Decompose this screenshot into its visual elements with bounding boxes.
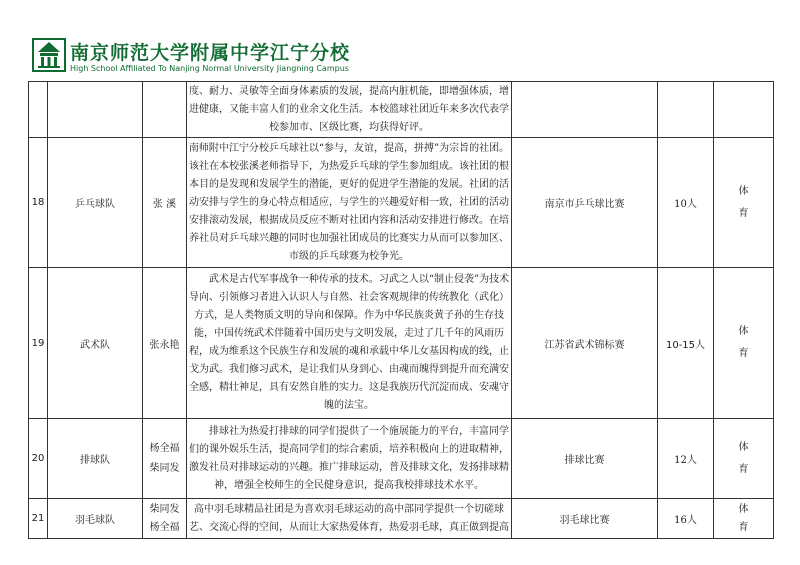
teacher-name <box>143 82 187 138</box>
table-row <box>29 419 774 499</box>
member-count: 16人 <box>658 499 714 539</box>
club-name: 排球队 <box>48 419 143 499</box>
school-name-en: High School Affiliated To Nanjing Normal University Jiangning Campus <box>70 64 349 73</box>
member-count <box>658 82 714 138</box>
school-emblem-icon <box>32 38 66 72</box>
club-name <box>48 82 143 138</box>
competition: 南京市乒乓球比赛 <box>512 138 658 268</box>
competition: 羽毛球比赛 <box>512 499 658 539</box>
row-id: 18 <box>29 138 48 268</box>
teacher-name: 张 溪 <box>143 138 187 268</box>
table-row <box>29 268 774 419</box>
row-id: 20 <box>29 419 48 499</box>
row-id <box>29 82 48 138</box>
club-type: 体育 <box>714 499 774 539</box>
club-description: 南师附中江宁分校乒乓球社以“参与，友谊，提高，拼搏”为宗旨的社团。该社在本校张溪老师指导下，为热爱乒乓球的学生参加组成。该社团的根本目的是发现和发展学生的潜能，更好的促进学生潜能的发展。社团的活动安排与学生的身心特点相适应，与学生的兴趣爱好相一致，社团的活动安排滚动发展，根据成员反应不断对社团内容和活动安排进行修改。在培养社员对乒乓球兴趣的同时也加强社团成员的比赛实力从而可以参加区、市级的乒乓球赛为校争光。 <box>187 138 512 268</box>
club-table <box>28 81 774 539</box>
competition: 江苏省武术锦标赛 <box>512 268 658 419</box>
club-description: 度、耐力、灵敏等全面身体素质的发展，提高内脏机能，即增强体质，增进健康，又能丰富人们的业余文化生活。本校篮球社团近年来多次代表学校参加市、区级比赛，均获得好评。 <box>187 82 512 138</box>
school-name-cn: 南京师范大学附属中学江宁分校 <box>70 42 351 64</box>
teacher-name: 张永艳 <box>143 268 187 419</box>
club-description: 排球社为热爱打排球的同学们提供了一个施展能力的平台，丰富同学们的课外娱乐生活，提高同学们的综合素质，培养积极向上的进取精神，激发社员对排球运动的兴趣。推广排球运动，普及排球文化，发扬排球精神，增强全校师生的全民健身意识，提高我校排球技术水平。 <box>187 419 512 499</box>
club-description: 高中羽毛球精品社团是为喜欢羽毛球运动的高中部同学提供一个切磋球艺、交流心得的空间，从而让大家热爱体育，热爱羽毛球，真正做到提高 <box>187 499 512 539</box>
club-description: 武术是古代军事战争一种传承的技术。习武之人以“制止侵袭”为技术导向、引领修习者进入认识人与自然、社会客观规律的传统教化（武化）方式，是人类物质文明的导向和保障。作为中华民族炎黄子孙的生存技能，中国传统武术伴随着中国历史与文明发展，走过了几千年的风雨历程，成为维系这个民族生存和发展的魂和承载中华儿女基因构成的线，止戈为武。我们修习武术，是让我们从身到心、由魂而魄得到提升而充满安全感，精壮神足，具有安然自胜的实力。这是我族历代沉淀而成、安魂守魄的法宝。 <box>187 268 512 419</box>
competition: 排球比赛 <box>512 419 658 499</box>
teacher-name: 杨全福 柴同发 <box>143 419 187 499</box>
club-name: 羽毛球队 <box>48 499 143 539</box>
row-id: 21 <box>29 499 48 539</box>
page-header <box>32 38 352 78</box>
member-count: 12人 <box>658 419 714 499</box>
club-type: 体育 <box>714 419 774 499</box>
table-row <box>29 138 774 268</box>
club-type: 体育 <box>714 138 774 268</box>
member-count: 10-15人 <box>658 268 714 419</box>
table-row <box>29 499 774 539</box>
club-type <box>714 82 774 138</box>
member-count: 10人 <box>658 138 714 268</box>
club-name: 武术队 <box>48 268 143 419</box>
competition <box>512 82 658 138</box>
table-row <box>29 82 774 138</box>
club-name: 乒乓球队 <box>48 138 143 268</box>
teacher-name: 柴同发 杨全福 <box>143 499 187 539</box>
club-type: 体育 <box>714 268 774 419</box>
row-id: 19 <box>29 268 48 419</box>
